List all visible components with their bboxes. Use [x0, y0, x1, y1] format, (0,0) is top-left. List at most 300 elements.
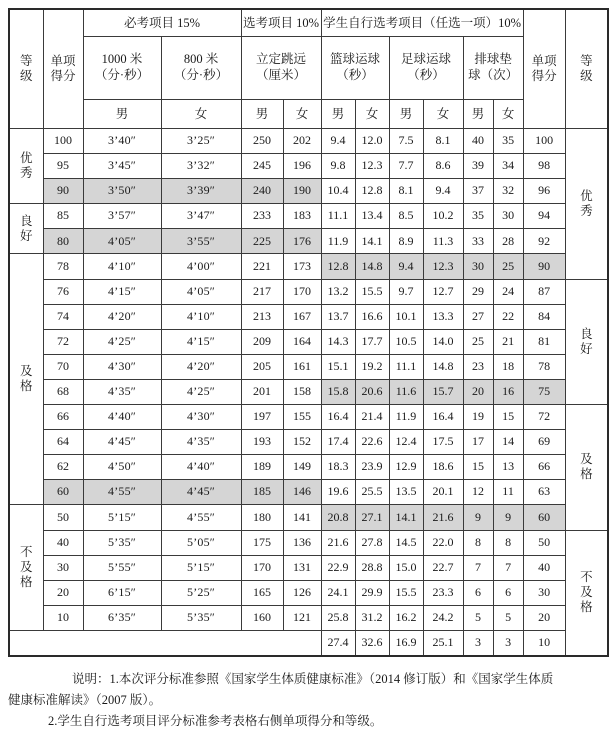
cell-longjump-male: 221	[241, 254, 283, 279]
cell-basketball-female: 27.1	[355, 505, 389, 530]
grade-label-right	[565, 129, 608, 280]
cell-1000m-male: 5’55″	[83, 555, 161, 580]
cell-basketball-female: 16.6	[355, 304, 389, 329]
header-sex-vb-male: 男	[463, 100, 493, 129]
cell-basketball-female: 23.9	[355, 455, 389, 480]
cell-football-male: 9.7	[389, 279, 423, 304]
cell-basketball-male: 10.4	[321, 179, 355, 204]
cell-football-female: 22.0	[423, 530, 463, 555]
cell-volleyball-female: 32	[493, 179, 523, 204]
cell-basketball-male: 11.9	[321, 229, 355, 254]
table-row	[9, 229, 608, 254]
cell-volleyball-female: 9	[493, 505, 523, 530]
cell-volleyball-female: 3	[493, 630, 523, 656]
cell-800m-female: 3’47″	[161, 204, 241, 229]
grade-label-char: 不	[19, 545, 33, 560]
header-item-800m: 800 米 （分·秒）	[161, 37, 241, 100]
cell-longjump-female: 170	[283, 279, 321, 304]
grade-label-char: 格	[580, 467, 593, 482]
header-sex-1000m-male: 男	[83, 100, 161, 129]
grade-label-char: 及	[580, 585, 593, 600]
cell-volleyball-male: 8	[463, 530, 493, 555]
header-group-row	[9, 9, 608, 37]
header-right-grade: 等 级	[565, 9, 608, 129]
cell-football-female: 9.4	[423, 179, 463, 204]
cell-volleyball-male: 12	[463, 480, 493, 505]
table-row	[9, 129, 608, 154]
cell-basketball-female: 32.6	[355, 630, 389, 656]
cell-score-left: 85	[43, 204, 83, 229]
cell-longjump-female: 152	[283, 430, 321, 455]
cell-1000m-male: 6’15″	[83, 580, 161, 605]
cell-volleyball-male: 20	[463, 379, 493, 404]
cell-volleyball-male: 30	[463, 254, 493, 279]
cell-volleyball-female: 7	[493, 555, 523, 580]
cell-1000m-male: 4’55″	[83, 480, 161, 505]
cell-longjump-female: 146	[283, 480, 321, 505]
table-row	[9, 179, 608, 204]
header-item-long-jump: 立定跳远 （厘米）	[241, 37, 321, 100]
cell-score-left: 95	[43, 154, 83, 179]
grade-label-right	[565, 405, 608, 530]
header-right-score: 单项 得分	[523, 9, 565, 129]
table-row	[9, 279, 608, 304]
cell-score-left: 30	[43, 555, 83, 580]
grade-label-char: 好	[580, 341, 593, 356]
cell-volleyball-male: 33	[463, 229, 493, 254]
table-row-tail	[9, 630, 608, 656]
cell-longjump-male: 250	[241, 129, 283, 154]
cell-football-female: 17.5	[423, 430, 463, 455]
cell-basketball-female: 28.8	[355, 555, 389, 580]
header-sex-row	[9, 100, 608, 129]
cell-basketball-female: 31.2	[355, 605, 389, 630]
cell-800m-female: 4’25″	[161, 379, 241, 404]
header-sex-vb-female: 女	[493, 100, 523, 129]
cell-volleyball-female: 15	[493, 405, 523, 430]
cell-football-female: 12.3	[423, 254, 463, 279]
cell-longjump-female: 190	[283, 179, 321, 204]
cell-football-female: 12.7	[423, 279, 463, 304]
grade-label-char: 好	[19, 228, 33, 243]
cell-1000m-male: 5’15″	[83, 505, 161, 530]
cell-football-male: 14.5	[389, 530, 423, 555]
cell-1000m-male: 4’05″	[83, 229, 161, 254]
table-row	[9, 505, 608, 530]
cell-score-left: 40	[43, 530, 83, 555]
cell-800m-female: 3’55″	[161, 229, 241, 254]
cell-football-male: 7.7	[389, 154, 423, 179]
cell-tail-blank	[9, 630, 321, 656]
cell-score-left: 64	[43, 430, 83, 455]
cell-basketball-male: 13.7	[321, 304, 355, 329]
cell-1000m-male: 3’40″	[83, 129, 161, 154]
cell-longjump-male: 217	[241, 279, 283, 304]
cell-score-left: 68	[43, 379, 83, 404]
cell-volleyball-female: 5	[493, 605, 523, 630]
cell-football-female: 15.7	[423, 379, 463, 404]
cell-volleyball-male: 39	[463, 154, 493, 179]
cell-800m-female: 3’32″	[161, 154, 241, 179]
cell-longjump-female: 196	[283, 154, 321, 179]
cell-football-male: 11.6	[389, 379, 423, 404]
table-row	[9, 430, 608, 455]
cell-volleyball-male: 27	[463, 304, 493, 329]
cell-football-male: 16.9	[389, 630, 423, 656]
cell-longjump-male: 175	[241, 530, 283, 555]
cell-longjump-female: 164	[283, 329, 321, 354]
cell-volleyball-male: 37	[463, 179, 493, 204]
note-line-2: 健康标准解读》（2007 版）。	[8, 693, 162, 708]
cell-1000m-male: 4’15″	[83, 279, 161, 304]
cell-football-female: 13.3	[423, 304, 463, 329]
cell-score-right: 50	[523, 530, 565, 555]
cell-score-right: 60	[523, 505, 565, 530]
cell-1000m-male: 4’50″	[83, 455, 161, 480]
cell-score-left: 66	[43, 405, 83, 430]
cell-score-right: 90	[523, 254, 565, 279]
cell-basketball-male: 17.4	[321, 430, 355, 455]
grade-label-char: 格	[19, 575, 33, 590]
cell-volleyball-female: 16	[493, 379, 523, 404]
cell-1000m-male: 4’40″	[83, 405, 161, 430]
note-line-3: 2.学生自行选考项目评分标准参考表格右侧单项得分和等级。	[48, 714, 383, 729]
notes-block	[8, 669, 607, 733]
cell-longjump-female: 173	[283, 254, 321, 279]
cell-football-female: 21.6	[423, 505, 463, 530]
grade-label-char: 优	[580, 188, 593, 203]
grade-label-char: 优	[19, 151, 33, 166]
cell-football-male: 9.4	[389, 254, 423, 279]
cell-volleyball-male: 15	[463, 455, 493, 480]
grade-label-char: 良	[580, 326, 593, 341]
cell-1000m-male: 4’35″	[83, 379, 161, 404]
note-line-1: 说明：1.本次评分标准参照《国家学生体质健康标准》（2014 修订版）和《国家学生体质	[72, 671, 554, 686]
cell-longjump-male: 213	[241, 304, 283, 329]
grade-label-char: 及	[19, 364, 33, 379]
cell-1000m-male: 4’45″	[83, 430, 161, 455]
cell-longjump-male: 225	[241, 229, 283, 254]
cell-score-left: 80	[43, 229, 83, 254]
cell-score-left: 74	[43, 304, 83, 329]
cell-volleyball-female: 22	[493, 304, 523, 329]
cell-basketball-male: 14.3	[321, 329, 355, 354]
cell-volleyball-female: 21	[493, 329, 523, 354]
cell-basketball-female: 19.2	[355, 354, 389, 379]
cell-longjump-male: 185	[241, 480, 283, 505]
cell-longjump-male: 233	[241, 204, 283, 229]
cell-1000m-male: 5’35″	[83, 530, 161, 555]
cell-score-right: 63	[523, 480, 565, 505]
cell-800m-female: 4’30″	[161, 405, 241, 430]
cell-longjump-male: 160	[241, 605, 283, 630]
cell-800m-female: 3’39″	[161, 179, 241, 204]
cell-800m-female: 4’45″	[161, 480, 241, 505]
grade-label-char: 秀	[19, 166, 33, 181]
cell-volleyball-male: 25	[463, 329, 493, 354]
header-sex-800m-female: 女	[161, 100, 241, 129]
cell-longjump-female: 158	[283, 379, 321, 404]
cell-basketball-male: 21.6	[321, 530, 355, 555]
cell-800m-female: 4’40″	[161, 455, 241, 480]
cell-score-right: 98	[523, 154, 565, 179]
cell-volleyball-female: 14	[493, 430, 523, 455]
table-row	[9, 580, 608, 605]
cell-basketball-female: 17.7	[355, 329, 389, 354]
grade-label-char: 秀	[580, 203, 593, 218]
grade-label-char: 及	[19, 560, 33, 575]
cell-longjump-female: 183	[283, 204, 321, 229]
cell-football-male: 8.5	[389, 204, 423, 229]
header-sex-lj-female: 女	[283, 100, 321, 129]
cell-score-left: 72	[43, 329, 83, 354]
cell-football-female: 25.1	[423, 630, 463, 656]
cell-score-right: 81	[523, 329, 565, 354]
cell-volleyball-female: 25	[493, 254, 523, 279]
cell-score-right: 75	[523, 379, 565, 404]
cell-football-female: 14.8	[423, 354, 463, 379]
cell-basketball-male: 12.8	[321, 254, 355, 279]
grade-label-char: 格	[19, 379, 33, 394]
cell-football-male: 12.4	[389, 430, 423, 455]
cell-football-female: 8.6	[423, 154, 463, 179]
table-row	[9, 154, 608, 179]
cell-score-right: 92	[523, 229, 565, 254]
cell-score-right: 72	[523, 405, 565, 430]
cell-longjump-female: 131	[283, 555, 321, 580]
table-row	[9, 405, 608, 430]
grade-label-right	[565, 279, 608, 404]
cell-football-male: 11.9	[389, 405, 423, 430]
cell-score-left: 100	[43, 129, 83, 154]
cell-football-female: 11.3	[423, 229, 463, 254]
cell-800m-female: 5’25″	[161, 580, 241, 605]
cell-basketball-female: 25.5	[355, 480, 389, 505]
cell-football-male: 7.5	[389, 129, 423, 154]
header-sex-lj-male: 男	[241, 100, 283, 129]
cell-basketball-female: 14.8	[355, 254, 389, 279]
cell-volleyball-male: 9	[463, 505, 493, 530]
cell-longjump-female: 155	[283, 405, 321, 430]
cell-volleyball-male: 23	[463, 354, 493, 379]
cell-volleyball-male: 35	[463, 204, 493, 229]
cell-longjump-female: 126	[283, 580, 321, 605]
cell-score-right: 87	[523, 279, 565, 304]
cell-score-left: 90	[43, 179, 83, 204]
cell-800m-female: 4’35″	[161, 430, 241, 455]
cell-football-female: 16.4	[423, 405, 463, 430]
cell-longjump-female: 202	[283, 129, 321, 154]
header-item-football-dribble: 足球运球 （秒）	[389, 37, 463, 100]
cell-volleyball-female: 13	[493, 455, 523, 480]
header-sex-bb-female: 女	[355, 100, 389, 129]
cell-volleyball-male: 7	[463, 555, 493, 580]
cell-football-male: 15.5	[389, 580, 423, 605]
grade-label-char: 及	[580, 452, 593, 467]
cell-volleyball-male: 3	[463, 630, 493, 656]
cell-longjump-male: 170	[241, 555, 283, 580]
cell-800m-female: 3’25″	[161, 129, 241, 154]
cell-volleyball-female: 18	[493, 354, 523, 379]
cell-volleyball-female: 24	[493, 279, 523, 304]
cell-football-female: 24.2	[423, 605, 463, 630]
cell-volleyball-male: 19	[463, 405, 493, 430]
grade-label-left	[9, 129, 43, 204]
cell-800m-female: 4’00″	[161, 254, 241, 279]
table-row	[9, 254, 608, 279]
cell-800m-female: 4’10″	[161, 304, 241, 329]
cell-basketball-female: 20.6	[355, 379, 389, 404]
cell-800m-female: 4’15″	[161, 329, 241, 354]
cell-basketball-female: 22.6	[355, 430, 389, 455]
grade-label-left	[9, 204, 43, 254]
cell-football-female: 14.0	[423, 329, 463, 354]
header-sex-fb-male: 男	[389, 100, 423, 129]
cell-basketball-male: 27.4	[321, 630, 355, 656]
cell-basketball-female: 21.4	[355, 405, 389, 430]
table-row	[9, 329, 608, 354]
cell-score-right: 20	[523, 605, 565, 630]
header-left-score: 单项 得分	[43, 9, 83, 129]
cell-longjump-male: 189	[241, 455, 283, 480]
cell-longjump-female: 136	[283, 530, 321, 555]
cell-basketball-male: 9.4	[321, 129, 355, 154]
header-sex-bb-male: 男	[321, 100, 355, 129]
cell-football-male: 14.1	[389, 505, 423, 530]
cell-longjump-male: 197	[241, 405, 283, 430]
cell-basketball-male: 11.1	[321, 204, 355, 229]
cell-football-male: 13.5	[389, 480, 423, 505]
cell-score-right: 66	[523, 455, 565, 480]
cell-1000m-male: 3’45″	[83, 154, 161, 179]
cell-longjump-female: 176	[283, 229, 321, 254]
cell-basketball-female: 14.1	[355, 229, 389, 254]
table-row	[9, 605, 608, 630]
header-group-required: 必考项目 15%	[83, 9, 241, 37]
cell-basketball-male: 18.3	[321, 455, 355, 480]
cell-volleyball-male: 40	[463, 129, 493, 154]
cell-longjump-male: 201	[241, 379, 283, 404]
grade-label-char: 不	[580, 570, 593, 585]
cell-1000m-male: 4’20″	[83, 304, 161, 329]
cell-basketball-male: 25.8	[321, 605, 355, 630]
cell-basketball-male: 15.8	[321, 379, 355, 404]
cell-score-left: 78	[43, 254, 83, 279]
cell-score-right: 96	[523, 179, 565, 204]
cell-football-male: 8.1	[389, 179, 423, 204]
cell-longjump-female: 121	[283, 605, 321, 630]
cell-football-female: 20.1	[423, 480, 463, 505]
table-row	[9, 480, 608, 505]
cell-basketball-female: 27.8	[355, 530, 389, 555]
pe-grading-table	[8, 8, 609, 657]
cell-basketball-male: 16.4	[321, 405, 355, 430]
cell-score-right: 30	[523, 580, 565, 605]
cell-score-right: 69	[523, 430, 565, 455]
cell-score-right: 78	[523, 354, 565, 379]
cell-800m-female: 4’20″	[161, 354, 241, 379]
cell-1000m-male: 4’25″	[83, 329, 161, 354]
cell-football-male: 15.0	[389, 555, 423, 580]
cell-longjump-female: 149	[283, 455, 321, 480]
cell-1000m-male: 6’35″	[83, 605, 161, 630]
cell-score-right: 100	[523, 129, 565, 154]
cell-score-left: 50	[43, 505, 83, 530]
cell-longjump-male: 180	[241, 505, 283, 530]
cell-volleyball-female: 28	[493, 229, 523, 254]
cell-basketball-male: 13.2	[321, 279, 355, 304]
cell-football-male: 12.9	[389, 455, 423, 480]
cell-score-right: 84	[523, 304, 565, 329]
table-row	[9, 530, 608, 555]
cell-1000m-male: 3’50″	[83, 179, 161, 204]
cell-800m-female: 4’05″	[161, 279, 241, 304]
table-header	[9, 9, 608, 129]
cell-800m-female: 5’15″	[161, 555, 241, 580]
cell-longjump-female: 167	[283, 304, 321, 329]
table-row	[9, 379, 608, 404]
header-item-1000m: 1000 米 （分·秒）	[83, 37, 161, 100]
cell-score-left: 60	[43, 480, 83, 505]
cell-basketball-male: 19.6	[321, 480, 355, 505]
cell-football-female: 8.1	[423, 129, 463, 154]
grade-label-char: 良	[19, 213, 33, 228]
cell-score-right: 40	[523, 555, 565, 580]
grade-label-right	[565, 530, 608, 656]
cell-longjump-female: 141	[283, 505, 321, 530]
cell-basketball-male: 9.8	[321, 154, 355, 179]
cell-volleyball-female: 35	[493, 129, 523, 154]
cell-volleyball-female: 30	[493, 204, 523, 229]
grade-label-char: 格	[580, 600, 593, 615]
cell-basketball-male: 24.1	[321, 580, 355, 605]
header-item-volleyball-pass: 排球垫 球（次）	[463, 37, 523, 100]
table-row	[9, 304, 608, 329]
cell-basketball-male: 20.8	[321, 505, 355, 530]
cell-800m-female: 4’55″	[161, 505, 241, 530]
cell-1000m-male: 4’10″	[83, 254, 161, 279]
cell-volleyball-male: 17	[463, 430, 493, 455]
cell-volleyball-male: 5	[463, 605, 493, 630]
cell-800m-female: 5’05″	[161, 530, 241, 555]
header-left-grade: 等 级	[9, 9, 43, 129]
header-group-elective: 选考项目 10%	[241, 9, 321, 37]
cell-score-left: 62	[43, 455, 83, 480]
cell-longjump-male: 209	[241, 329, 283, 354]
cell-score-left: 76	[43, 279, 83, 304]
cell-score-left: 10	[43, 605, 83, 630]
table-body	[9, 129, 608, 656]
cell-basketball-female: 29.9	[355, 580, 389, 605]
cell-football-male: 8.9	[389, 229, 423, 254]
cell-volleyball-female: 6	[493, 580, 523, 605]
cell-volleyball-male: 29	[463, 279, 493, 304]
grade-label-left	[9, 254, 43, 505]
cell-800m-female: 5’35″	[161, 605, 241, 630]
cell-volleyball-female: 11	[493, 480, 523, 505]
cell-basketball-male: 22.9	[321, 555, 355, 580]
table-row	[9, 354, 608, 379]
cell-score-left: 20	[43, 580, 83, 605]
cell-score-right: 10	[523, 630, 565, 656]
cell-football-male: 16.2	[389, 605, 423, 630]
cell-1000m-male: 3’57″	[83, 204, 161, 229]
cell-score-right: 94	[523, 204, 565, 229]
cell-longjump-male: 205	[241, 354, 283, 379]
cell-volleyball-male: 6	[463, 580, 493, 605]
cell-volleyball-female: 8	[493, 530, 523, 555]
cell-volleyball-female: 34	[493, 154, 523, 179]
